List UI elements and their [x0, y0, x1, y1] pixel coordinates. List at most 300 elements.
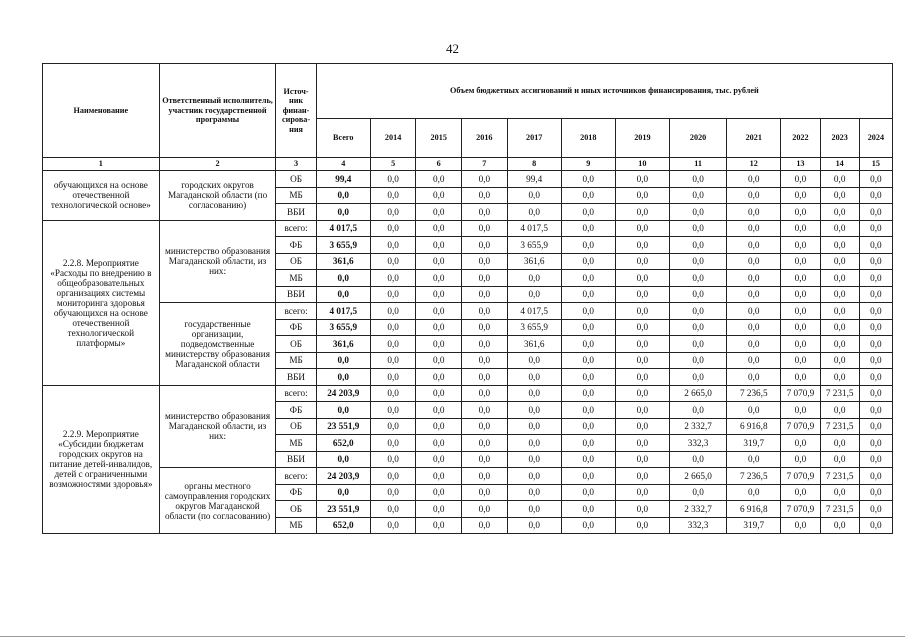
year-value: 0,0 [669, 352, 726, 369]
funding-source: МБ [276, 435, 316, 452]
year-value: 0,0 [820, 204, 859, 221]
year-value: 4 017,5 [507, 220, 561, 237]
column-number: 7 [462, 158, 508, 171]
year-value: 0,0 [669, 253, 726, 270]
year-value: 0,0 [462, 237, 508, 254]
year-value: 0,0 [820, 187, 859, 204]
funding-source: ВБИ [276, 451, 316, 468]
year-value: 0,0 [507, 468, 561, 485]
year-value: 0,0 [561, 369, 615, 386]
table-row [43, 171, 893, 188]
year-value: 0,0 [859, 435, 892, 452]
year-value: 7 231,5 [820, 385, 859, 402]
bottom-rule [0, 636, 905, 637]
header-year: 2023 [820, 119, 859, 158]
year-value: 0,0 [859, 517, 892, 534]
year-value: 319,7 [727, 517, 781, 534]
year-value: 0,0 [561, 286, 615, 303]
funding-source: ОБ [276, 171, 316, 188]
year-value: 0,0 [669, 303, 726, 320]
year-value: 0,0 [416, 468, 462, 485]
activity-name: 2.2.8. Мероприятие «Расходы по внедрению в общеобразовательных организациях системы мониторинга здоровья обучающихся на основе отечественной технологической платформы» [43, 220, 160, 385]
column-number: 6 [416, 158, 462, 171]
year-value: 0,0 [781, 435, 820, 452]
year-value: 0,0 [462, 303, 508, 320]
year-value: 0,0 [781, 270, 820, 287]
year-value: 0,0 [859, 286, 892, 303]
year-value: 0,0 [561, 270, 615, 287]
year-value: 0,0 [561, 336, 615, 353]
year-value: 0,0 [416, 319, 462, 336]
year-value: 0,0 [561, 237, 615, 254]
funding-source: всего: [276, 385, 316, 402]
year-value: 0,0 [859, 253, 892, 270]
year-value: 0,0 [781, 484, 820, 501]
year-value: 7 070,9 [781, 468, 820, 485]
year-value: 7 070,9 [781, 501, 820, 518]
year-value: 2 665,0 [669, 468, 726, 485]
year-value: 0,0 [859, 319, 892, 336]
total-value: 0,0 [316, 402, 370, 419]
year-value: 0,0 [781, 237, 820, 254]
funding-source: всего: [276, 468, 316, 485]
year-value: 0,0 [561, 187, 615, 204]
funding-source: ОБ [276, 501, 316, 518]
year-value: 0,0 [727, 303, 781, 320]
year-value: 0,0 [615, 187, 669, 204]
column-number: 13 [781, 158, 820, 171]
year-value: 0,0 [370, 204, 416, 221]
year-value: 0,0 [820, 451, 859, 468]
year-value: 0,0 [462, 369, 508, 386]
year-value: 2 332,7 [669, 501, 726, 518]
year-value: 0,0 [727, 270, 781, 287]
year-value: 0,0 [615, 270, 669, 287]
year-value: 0,0 [615, 369, 669, 386]
funding-source: ОБ [276, 418, 316, 435]
header-year: 2022 [781, 119, 820, 158]
year-value: 0,0 [859, 171, 892, 188]
year-value: 0,0 [820, 402, 859, 419]
activity-name: 2.2.9. Мероприятие «Субсидии бюджетам городских округов на питание детей-инвалидов, детей с ограниченными возможностями здоровья» [43, 385, 160, 534]
responsible-executor: министерство образования Магаданской области, из них: [159, 220, 276, 303]
table-row [43, 385, 893, 402]
year-value: 0,0 [370, 237, 416, 254]
year-value: 0,0 [416, 484, 462, 501]
total-value: 361,6 [316, 336, 370, 353]
year-value: 0,0 [727, 237, 781, 254]
total-value: 0,0 [316, 484, 370, 501]
year-value: 0,0 [561, 484, 615, 501]
year-value: 0,0 [416, 187, 462, 204]
year-value: 0,0 [781, 253, 820, 270]
year-value: 0,0 [727, 402, 781, 419]
year-value: 0,0 [462, 270, 508, 287]
year-value: 0,0 [615, 484, 669, 501]
year-value: 0,0 [561, 517, 615, 534]
year-value: 332,3 [669, 435, 726, 452]
year-value: 0,0 [370, 270, 416, 287]
year-value: 0,0 [615, 171, 669, 188]
year-value: 7 231,5 [820, 418, 859, 435]
year-value: 0,0 [416, 352, 462, 369]
header-year: 2020 [669, 119, 726, 158]
year-value: 0,0 [507, 369, 561, 386]
year-value: 0,0 [615, 286, 669, 303]
year-value: 0,0 [462, 220, 508, 237]
activity-name: обучающихся на основе отечественной технологической основе» [43, 171, 160, 221]
year-value: 0,0 [416, 385, 462, 402]
year-value: 0,0 [507, 270, 561, 287]
responsible-executor: городских округов Магаданской области (по согласованию) [159, 171, 276, 221]
year-value: 0,0 [370, 451, 416, 468]
funding-source: МБ [276, 270, 316, 287]
year-value: 0,0 [820, 517, 859, 534]
year-value: 0,0 [416, 451, 462, 468]
year-value: 7 231,5 [820, 501, 859, 518]
header-year: 2015 [416, 119, 462, 158]
year-value: 0,0 [507, 352, 561, 369]
year-value: 0,0 [370, 352, 416, 369]
funding-source: ВБИ [276, 369, 316, 386]
year-value: 0,0 [820, 319, 859, 336]
year-value: 0,0 [370, 187, 416, 204]
year-value: 0,0 [370, 468, 416, 485]
column-number: 8 [507, 158, 561, 171]
header-year: 2019 [615, 119, 669, 158]
year-value: 0,0 [416, 253, 462, 270]
year-value: 0,0 [727, 171, 781, 188]
column-number: 10 [615, 158, 669, 171]
column-number: 15 [859, 158, 892, 171]
year-value: 0,0 [561, 253, 615, 270]
year-value: 7 231,5 [820, 468, 859, 485]
year-value: 2 332,7 [669, 418, 726, 435]
year-value: 0,0 [370, 171, 416, 188]
year-value: 0,0 [416, 286, 462, 303]
year-value: 0,0 [507, 204, 561, 221]
total-value: 99,4 [316, 171, 370, 188]
header-year: 2021 [727, 119, 781, 158]
year-value: 0,0 [669, 369, 726, 386]
year-value: 0,0 [615, 352, 669, 369]
year-value: 0,0 [462, 484, 508, 501]
header-source: Источ-ник финан-сирова-ния [276, 64, 316, 158]
year-value: 0,0 [727, 352, 781, 369]
year-value: 0,0 [370, 319, 416, 336]
year-value: 0,0 [561, 204, 615, 221]
year-value: 7 070,9 [781, 385, 820, 402]
total-value: 23 551,9 [316, 501, 370, 518]
year-value: 0,0 [370, 418, 416, 435]
year-value: 0,0 [859, 385, 892, 402]
year-value: 0,0 [820, 484, 859, 501]
year-value: 0,0 [859, 451, 892, 468]
year-value: 0,0 [727, 253, 781, 270]
year-value: 0,0 [727, 336, 781, 353]
year-value: 0,0 [859, 501, 892, 518]
year-value: 0,0 [561, 303, 615, 320]
year-value: 0,0 [615, 517, 669, 534]
year-value: 0,0 [669, 319, 726, 336]
year-value: 0,0 [820, 270, 859, 287]
year-value: 0,0 [820, 435, 859, 452]
header-funding: Объем бюджетных ассигнований и иных источников финансирования, тыс. рублей [316, 64, 892, 119]
year-value: 0,0 [781, 336, 820, 353]
year-value: 3 655,9 [507, 237, 561, 254]
year-value: 0,0 [669, 171, 726, 188]
total-value: 0,0 [316, 270, 370, 287]
year-value: 0,0 [859, 220, 892, 237]
year-value: 0,0 [820, 171, 859, 188]
column-number: 12 [727, 158, 781, 171]
header-total: Всего [316, 119, 370, 158]
year-value: 0,0 [561, 402, 615, 419]
total-value: 0,0 [316, 451, 370, 468]
year-value: 332,3 [669, 517, 726, 534]
header-year: 2016 [462, 119, 508, 158]
year-value: 0,0 [615, 451, 669, 468]
total-value: 24 203,9 [316, 385, 370, 402]
year-value: 0,0 [462, 451, 508, 468]
year-value: 0,0 [370, 501, 416, 518]
year-value: 0,0 [615, 303, 669, 320]
year-value: 0,0 [507, 402, 561, 419]
year-value: 0,0 [370, 220, 416, 237]
year-value: 0,0 [727, 451, 781, 468]
year-value: 0,0 [781, 369, 820, 386]
year-value: 0,0 [781, 303, 820, 320]
year-value: 0,0 [615, 237, 669, 254]
total-value: 0,0 [316, 369, 370, 386]
year-value: 0,0 [781, 517, 820, 534]
year-value: 0,0 [416, 237, 462, 254]
funding-source: ОБ [276, 336, 316, 353]
year-value: 0,0 [416, 220, 462, 237]
year-value: 0,0 [727, 204, 781, 221]
year-value: 0,0 [561, 501, 615, 518]
year-value: 2 665,0 [669, 385, 726, 402]
funding-source: ВБИ [276, 204, 316, 221]
year-value: 0,0 [561, 435, 615, 452]
year-value: 0,0 [462, 253, 508, 270]
header-year: 2014 [370, 119, 416, 158]
year-value: 0,0 [727, 220, 781, 237]
funding-source: МБ [276, 352, 316, 369]
year-value: 0,0 [462, 385, 508, 402]
funding-source: ВБИ [276, 286, 316, 303]
year-value: 0,0 [669, 204, 726, 221]
header-year: 2017 [507, 119, 561, 158]
year-value: 0,0 [507, 435, 561, 452]
year-value: 0,0 [859, 187, 892, 204]
header-year: 2018 [561, 119, 615, 158]
year-value: 0,0 [781, 352, 820, 369]
year-value: 0,0 [859, 352, 892, 369]
year-value: 0,0 [416, 501, 462, 518]
year-value: 0,0 [561, 171, 615, 188]
funding-source: ФБ [276, 484, 316, 501]
year-value: 0,0 [416, 171, 462, 188]
year-value: 0,0 [615, 468, 669, 485]
year-value: 0,0 [416, 303, 462, 320]
year-value: 0,0 [781, 319, 820, 336]
year-value: 0,0 [615, 319, 669, 336]
year-value: 0,0 [507, 501, 561, 518]
year-value: 0,0 [859, 336, 892, 353]
year-value: 0,0 [859, 369, 892, 386]
table-row [43, 303, 893, 320]
responsible-executor: государственные организации, подведомственные министерству образования Магаданской области [159, 303, 276, 386]
year-value: 0,0 [507, 451, 561, 468]
year-value: 7 236,5 [727, 468, 781, 485]
year-value: 361,6 [507, 253, 561, 270]
year-value: 0,0 [462, 517, 508, 534]
year-value: 0,0 [462, 204, 508, 221]
year-value: 0,0 [727, 187, 781, 204]
year-value: 0,0 [615, 253, 669, 270]
total-value: 4 017,5 [316, 220, 370, 237]
year-value: 0,0 [859, 303, 892, 320]
year-value: 0,0 [820, 336, 859, 353]
funding-source: ФБ [276, 237, 316, 254]
year-value: 6 916,8 [727, 501, 781, 518]
year-value: 0,0 [669, 286, 726, 303]
year-value: 0,0 [615, 435, 669, 452]
year-value: 0,0 [669, 220, 726, 237]
year-value: 0,0 [561, 418, 615, 435]
year-value: 0,0 [462, 435, 508, 452]
year-value: 0,0 [416, 435, 462, 452]
year-value: 0,0 [507, 418, 561, 435]
year-value: 0,0 [561, 352, 615, 369]
header-name: Наименование [43, 64, 160, 158]
year-value: 0,0 [615, 204, 669, 221]
year-value: 0,0 [370, 435, 416, 452]
funding-source: ФБ [276, 319, 316, 336]
year-value: 0,0 [781, 451, 820, 468]
year-value: 0,0 [781, 402, 820, 419]
year-value: 0,0 [859, 418, 892, 435]
header-year: 2024 [859, 119, 892, 158]
total-value: 3 655,9 [316, 237, 370, 254]
year-value: 0,0 [462, 352, 508, 369]
table-row [43, 220, 893, 237]
year-value: 0,0 [462, 336, 508, 353]
year-value: 0,0 [820, 237, 859, 254]
column-number: 4 [316, 158, 370, 171]
year-value: 7 236,5 [727, 385, 781, 402]
total-value: 0,0 [316, 352, 370, 369]
year-value: 0,0 [561, 385, 615, 402]
total-value: 4 017,5 [316, 303, 370, 320]
year-value: 0,0 [859, 204, 892, 221]
year-value: 361,6 [507, 336, 561, 353]
year-value: 0,0 [462, 286, 508, 303]
column-number: 5 [370, 158, 416, 171]
year-value: 0,0 [462, 187, 508, 204]
year-value: 0,0 [462, 468, 508, 485]
year-value: 0,0 [462, 501, 508, 518]
year-value: 0,0 [859, 237, 892, 254]
total-value: 3 655,9 [316, 319, 370, 336]
total-value: 0,0 [316, 204, 370, 221]
year-value: 0,0 [820, 369, 859, 386]
funding-source: ОБ [276, 253, 316, 270]
year-value: 0,0 [615, 220, 669, 237]
total-value: 23 551,9 [316, 418, 370, 435]
responsible-executor: органы местного самоуправления городских округов Магаданской области (по согласованию) [159, 468, 276, 534]
funding-source: МБ [276, 187, 316, 204]
year-value: 0,0 [370, 303, 416, 320]
year-value: 0,0 [859, 484, 892, 501]
year-value: 0,0 [416, 517, 462, 534]
year-value: 0,0 [462, 171, 508, 188]
total-value: 24 203,9 [316, 468, 370, 485]
year-value: 0,0 [669, 270, 726, 287]
total-value: 652,0 [316, 517, 370, 534]
year-value: 0,0 [416, 204, 462, 221]
year-value: 0,0 [462, 319, 508, 336]
year-value: 3 655,9 [507, 319, 561, 336]
year-value: 0,0 [859, 270, 892, 287]
year-value: 0,0 [416, 369, 462, 386]
year-value: 0,0 [615, 336, 669, 353]
year-value: 0,0 [416, 402, 462, 419]
year-value: 0,0 [859, 468, 892, 485]
year-value: 0,0 [507, 187, 561, 204]
year-value: 0,0 [615, 385, 669, 402]
year-value: 0,0 [462, 402, 508, 419]
funding-source: всего: [276, 220, 316, 237]
year-value: 0,0 [820, 253, 859, 270]
funding-source: ФБ [276, 402, 316, 419]
year-value: 0,0 [820, 220, 859, 237]
year-value: 0,0 [820, 303, 859, 320]
year-value: 0,0 [561, 220, 615, 237]
page-number: 42 [446, 41, 459, 56]
year-value: 0,0 [781, 286, 820, 303]
year-value: 0,0 [370, 484, 416, 501]
year-value: 0,0 [561, 451, 615, 468]
year-value: 0,0 [370, 517, 416, 534]
year-value: 0,0 [669, 237, 726, 254]
year-value: 0,0 [669, 484, 726, 501]
year-value: 0,0 [781, 187, 820, 204]
responsible-executor: министерство образования Магаданской области, из них: [159, 385, 276, 468]
table-row [43, 468, 893, 485]
year-value: 0,0 [370, 286, 416, 303]
year-value: 0,0 [507, 484, 561, 501]
budget-table [42, 63, 893, 534]
funding-source: МБ [276, 517, 316, 534]
total-value: 0,0 [316, 286, 370, 303]
year-value: 0,0 [859, 402, 892, 419]
column-number: 14 [820, 158, 859, 171]
year-value: 0,0 [727, 286, 781, 303]
year-value: 0,0 [727, 369, 781, 386]
year-value: 0,0 [669, 402, 726, 419]
header-responsible: Ответственный исполнитель, участник государственной программы [159, 64, 276, 158]
year-value: 0,0 [669, 336, 726, 353]
year-value: 0,0 [561, 468, 615, 485]
year-value: 319,7 [727, 435, 781, 452]
total-value: 0,0 [316, 187, 370, 204]
year-value: 0,0 [507, 286, 561, 303]
year-value: 0,0 [727, 484, 781, 501]
year-value: 0,0 [615, 501, 669, 518]
year-value: 0,0 [781, 204, 820, 221]
